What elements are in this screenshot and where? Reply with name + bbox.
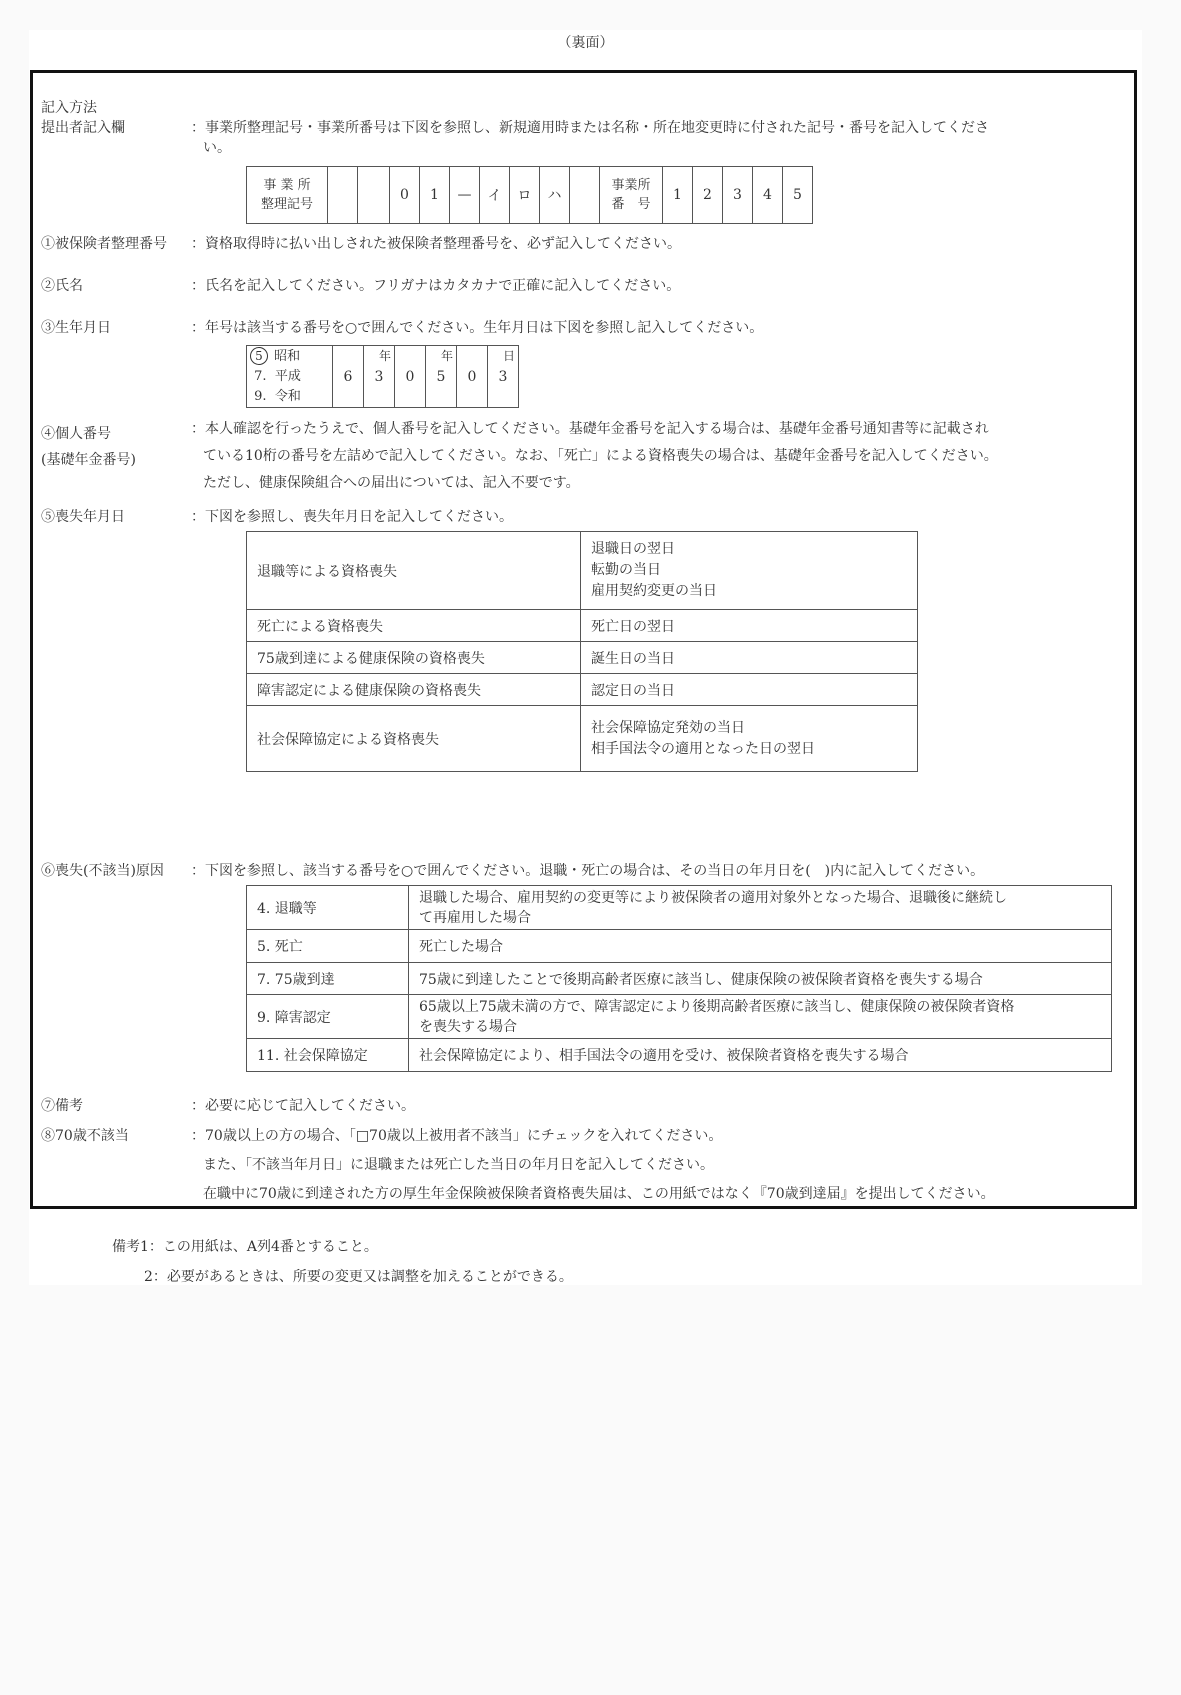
item7-label: ⑦備考 bbox=[41, 1098, 83, 1114]
submitter-text-line1: ：事業所整理記号・事業所番号は下図を参照し、新規適用時または名称・所在地変更時に付された記号・番号を記入してくださ bbox=[191, 120, 989, 136]
birthdate-digit bbox=[364, 346, 395, 408]
loss-reason-line: を喪失する場合 bbox=[419, 1018, 517, 1035]
item5-text: ：下図を参照し、喪失年月日を記入してください。 bbox=[191, 509, 513, 525]
era-num: 9. bbox=[254, 388, 267, 404]
loss-date-rule: 誕生日の当日 bbox=[581, 642, 918, 674]
office-code-label-line1: 事 業 所 bbox=[263, 178, 311, 193]
loss-date-line: 雇用契約変更の当日 bbox=[591, 583, 717, 599]
loss-date-rule bbox=[581, 706, 918, 772]
item4-text-line2: ている10桁の番号を左詰めで記入してください。なお、「死亡」による資格喪失の場合は、基礎年金番号を記入してください。 bbox=[203, 448, 998, 464]
submitter-text-line2: い。 bbox=[203, 140, 231, 156]
loss-date-rule: 死亡日の翌日 bbox=[581, 610, 918, 642]
birthdate-digit bbox=[457, 346, 488, 408]
footnote-1: 備考1：この用紙は、A列4番とすること。 bbox=[112, 1239, 378, 1255]
loss-reason-table bbox=[246, 885, 1112, 1072]
month-unit-label: 年 bbox=[440, 349, 453, 363]
office-code-cell: 1 bbox=[420, 167, 450, 224]
office-code-cell bbox=[570, 167, 600, 224]
office-number-cell: 3 bbox=[723, 167, 753, 224]
loss-reason-row bbox=[247, 886, 1112, 930]
birthdate-digit bbox=[333, 346, 364, 408]
era-num: 7. bbox=[254, 368, 267, 384]
loss-date-rule bbox=[581, 532, 918, 610]
digit-value: 0 bbox=[467, 368, 477, 385]
footnote-2: 2：必要があるときは、所要の変更又は調整を加えることができる。 bbox=[144, 1269, 573, 1285]
digit-value: 0 bbox=[405, 368, 415, 385]
loss-date-table bbox=[246, 531, 918, 772]
office-code-table bbox=[246, 166, 813, 224]
item2-text: ：氏名を記入してください。フリガナはカタカナで正確に記入してください。 bbox=[191, 278, 681, 294]
loss-cause: 死亡による資格喪失 bbox=[247, 610, 581, 642]
loss-reason-code: 7. 75歳到達 bbox=[247, 963, 409, 995]
office-code-cell: — bbox=[450, 167, 480, 224]
item1-label: ①被保険者整理番号 bbox=[41, 236, 167, 252]
loss-reason-row bbox=[247, 930, 1112, 963]
loss-cause: 障害認定による健康保険の資格喪失 bbox=[247, 674, 581, 706]
office-code-cell: ハ bbox=[540, 167, 570, 224]
loss-reason-desc bbox=[409, 886, 1112, 930]
loss-cause: 75歳到達による健康保険の資格喪失 bbox=[247, 642, 581, 674]
loss-reason-desc: 社会保障協定により、相手国法令の適用を受け、被保険者資格を喪失する場合 bbox=[409, 1039, 1112, 1072]
era-option-reiwa[interactable] bbox=[250, 387, 332, 407]
loss-reason-row bbox=[247, 995, 1112, 1039]
loss-reason-line: 65歳以上75歳未満の方で、障害認定により後期高齢者医療に該当し、健康保険の被保険者資格 bbox=[419, 998, 1015, 1015]
era-name: 令和 bbox=[274, 388, 301, 404]
era-option-showa[interactable] bbox=[250, 347, 332, 367]
item8-text-line2: また、「不該当年月日」に退職または死亡した当日の年月日を記入してください。 bbox=[203, 1157, 714, 1173]
loss-date-row bbox=[247, 674, 918, 706]
item2-label: ②氏名 bbox=[41, 278, 83, 294]
loss-reason-line: て再雇用した場合 bbox=[419, 909, 531, 926]
loss-reason-code: 5. 死亡 bbox=[247, 930, 409, 963]
item3-label: ③生年月日 bbox=[41, 320, 111, 336]
item8-label: ⑧70歳不該当 bbox=[41, 1128, 129, 1144]
loss-reason-desc: 75歳に到達したことで後期高齢者医療に該当し、健康保険の被保険者資格を喪失する場合 bbox=[409, 963, 1112, 995]
item8-text-line1: ：70歳以上の方の場合、「□70歳以上被用者不該当」にチェックを入れてください。 bbox=[191, 1128, 723, 1144]
office-code-label-line2: 整理記号 bbox=[260, 197, 313, 212]
submitter-label: 提出者記入欄 bbox=[41, 120, 125, 136]
item8-text-line3: 在職中に70歳に到達された方の厚生年金保険被保険者資格喪失届は、この用紙ではなく『70歳到達届』を提出してください。 bbox=[203, 1186, 995, 1202]
loss-date-row bbox=[247, 532, 918, 610]
era-name: 昭和 bbox=[274, 348, 301, 364]
birthdate-table bbox=[246, 345, 519, 408]
loss-reason-code: 4. 退職等 bbox=[247, 886, 409, 930]
loss-date-line: 転勤の当日 bbox=[591, 562, 661, 578]
loss-date-row bbox=[247, 610, 918, 642]
item7-text: ：必要に応じて記入してください。 bbox=[191, 1098, 415, 1114]
office-number-cell: 2 bbox=[693, 167, 723, 224]
birthdate-digit bbox=[395, 346, 426, 408]
item3-text: ：年号は該当する番号を○で囲んでください。生年月日は下図を参照し記入してください。 bbox=[191, 320, 764, 336]
instructions-frame bbox=[30, 70, 1137, 1209]
loss-cause: 社会保障協定による資格喪失 bbox=[247, 706, 581, 772]
item4-text-line3: ただし、健康保険組合への届出については、記入不要です。 bbox=[203, 475, 580, 491]
item4-sublabel: (基礎年金番号) bbox=[41, 452, 136, 468]
loss-reason-line: 退職した場合、雇用契約の変更等により被保険者の適用対象外となった場合、退職後に継続し bbox=[419, 889, 1007, 906]
loss-reason-row bbox=[247, 1039, 1112, 1072]
form-back-page bbox=[29, 30, 1142, 1285]
loss-reason-row bbox=[247, 963, 1112, 995]
office-number-label-line1: 事業所 bbox=[611, 178, 651, 193]
office-code-cell bbox=[328, 167, 358, 224]
office-code-cell bbox=[358, 167, 390, 224]
page-title: （裏面） bbox=[557, 35, 614, 51]
loss-reason-code: 11. 社会保障協定 bbox=[247, 1039, 409, 1072]
loss-reason-desc bbox=[409, 995, 1112, 1039]
office-number-cell: 5 bbox=[783, 167, 813, 224]
digit-value: 3 bbox=[374, 368, 384, 385]
loss-date-line: 社会保障協定発効の当日 bbox=[591, 719, 745, 736]
office-code-cell: ロ bbox=[510, 167, 540, 224]
instructions-heading: 記入方法 bbox=[41, 100, 97, 116]
day-unit-label: 日 bbox=[502, 349, 515, 363]
office-number-cell: 1 bbox=[663, 167, 693, 224]
item5-label: ⑤喪失年月日 bbox=[41, 509, 125, 525]
digit-value: 3 bbox=[498, 368, 508, 385]
birthdate-digit bbox=[488, 346, 519, 408]
office-code-cell: イ bbox=[480, 167, 510, 224]
digit-value: 6 bbox=[343, 368, 353, 385]
office-code-label bbox=[247, 167, 328, 224]
loss-date-row bbox=[247, 642, 918, 674]
item6-label: ⑥喪失(不該当)原因 bbox=[41, 863, 164, 879]
year-unit-label: 年 bbox=[378, 349, 391, 363]
era-circle-icon: 5 bbox=[250, 347, 268, 365]
birthdate-digit bbox=[426, 346, 457, 408]
office-number-label bbox=[600, 167, 663, 224]
item6-text: ：下図を参照し、該当する番号を○で囲んでください。退職・死亡の場合は、その当日の年月日を( )内に記入してください。 bbox=[191, 863, 985, 879]
loss-reason-desc: 死亡した場合 bbox=[409, 930, 1112, 963]
office-number-cell: 4 bbox=[753, 167, 783, 224]
item1-text: ：資格取得時に払い出しされた被保険者整理番号を、必ず記入してください。 bbox=[191, 236, 681, 252]
digit-value: 5 bbox=[436, 368, 446, 385]
loss-date-line: 退職日の翌日 bbox=[591, 541, 675, 557]
item4-text-line1: ：本人確認を行ったうえで、個人番号を記入してください。基礎年金番号を記入する場合は、基礎年金番号通知書等に記載され bbox=[191, 421, 989, 437]
era-options bbox=[247, 346, 333, 408]
item4-label: ④個人番号 bbox=[41, 426, 111, 442]
office-code-cell: 0 bbox=[390, 167, 420, 224]
loss-date-rule: 認定日の当日 bbox=[581, 674, 918, 706]
era-option-heisei[interactable] bbox=[250, 367, 332, 387]
office-number-label-line2: 番 号 bbox=[611, 197, 651, 212]
loss-date-row bbox=[247, 706, 918, 772]
loss-date-line: 相手国法令の適用となった日の翌日 bbox=[591, 740, 815, 757]
loss-cause: 退職等による資格喪失 bbox=[247, 532, 581, 610]
loss-reason-code: 9. 障害認定 bbox=[247, 995, 409, 1039]
era-name: 平成 bbox=[274, 368, 301, 384]
